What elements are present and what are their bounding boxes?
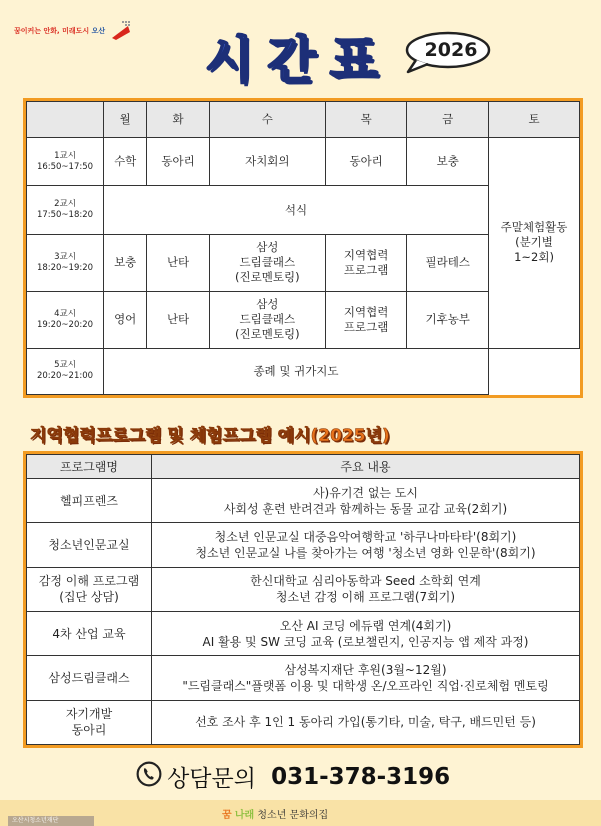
program-name: 4차 산업 교육	[27, 611, 152, 655]
table-row	[27, 656, 580, 700]
program-name: 청소년인문교실	[27, 523, 152, 567]
schedule-header-row	[27, 102, 580, 138]
phone-icon	[136, 761, 162, 787]
table-row	[27, 523, 580, 567]
title-area	[205, 30, 505, 90]
program-name-header: 프로그램명	[27, 455, 152, 479]
table-row	[27, 611, 580, 655]
program-content: 청소년 인문교실 대중음악여행학교 '하쿠나마타타'(8회기) 청소년 인문교실 나를 찾아가는 여행 '청소년 영화 인문학'(8회기)	[152, 523, 580, 567]
table-row	[27, 479, 580, 523]
program-content: 한신대학교 심리아동학과 Seed 소학회 연계 청소년 감정 이해 프로그램(7회기)	[152, 567, 580, 611]
table-row	[27, 348, 580, 394]
class-cell: 보충	[104, 234, 147, 291]
day-header: 수	[209, 102, 325, 138]
table-row	[27, 700, 580, 744]
day-header: 목	[325, 102, 407, 138]
dismissal-cell: 종례 및 귀가지도	[104, 348, 489, 394]
program-header-row	[27, 455, 580, 479]
contact-label: 상담문의	[167, 766, 256, 792]
period-cell: 5교시 20:20~21:00	[27, 348, 104, 394]
corner-cell	[27, 102, 104, 138]
contact-phone-number[interactable]: 031-378-3196	[271, 763, 451, 790]
program-section-title: 지역협력프로그램 및 체험프그램 예시(2025년)	[30, 426, 390, 446]
program-content: 사)유기견 없는 도시 사회성 훈련 반려견과 함께하는 동물 교감 교육(2회기)	[152, 479, 580, 523]
footer-logo-nara: 나래	[234, 810, 255, 821]
class-cell: 동아리	[147, 137, 209, 185]
contact-info	[136, 760, 450, 794]
city-slogan: 꿈이커는 안화, 미래도시 오산	[14, 27, 106, 35]
class-cell: 지역협력 프로그램	[325, 234, 407, 291]
saturday-cell: 주말체험활동 (분기별 1~2회)	[489, 137, 580, 348]
program-table	[26, 454, 580, 745]
program-name: 자기개발 동아리	[27, 700, 152, 744]
city-logo	[14, 18, 132, 44]
class-cell: 수학	[104, 137, 147, 185]
footer-logo	[222, 806, 328, 821]
program-content: 삼성복지재단 후원(3월~12월) "드림클래스"플랫폼 이용 및 대학생 온/오프라인 직업·진로체험 멘토링	[152, 656, 580, 700]
program-name: 삼성드림클래스	[27, 656, 152, 700]
program-name: 헬피프렌즈	[27, 479, 152, 523]
period-cell: 3교시 18:20~19:20	[27, 234, 104, 291]
class-cell: 기후농부	[407, 291, 489, 348]
period-cell: 1교시 16:50~17:50	[27, 137, 104, 185]
table-row	[27, 137, 580, 185]
period-cell: 4교시 19:20~20:20	[27, 291, 104, 348]
program-content: 선호 조사 후 1인 1 동아리 가입(통기타, 미술, 탁구, 배드민턴 등)	[152, 700, 580, 744]
footer-org-name: 청소년 문화의집	[257, 810, 329, 821]
period-cell: 2교시 17:50~18:20	[27, 186, 104, 234]
program-name: 감정 이해 프로그램 (집단 상담)	[27, 567, 152, 611]
schedule-table	[26, 101, 580, 395]
program-frame	[23, 451, 583, 748]
city-logo-mark-icon	[110, 20, 132, 42]
class-cell: 동아리	[325, 137, 407, 185]
footer-org-tag: 오산시청소년재단	[8, 816, 94, 826]
page-title: 시간표	[205, 31, 392, 89]
dinner-cell: 석식	[104, 186, 489, 234]
program-content: 오산 AI 코딩 에듀랩 연계(4회기) AI 활용 및 SW 코딩 교육 (로보챌린지, 인공지능 앱 제작 과정)	[152, 611, 580, 655]
class-cell: 삼성 드림클래스 (진로멘토링)	[209, 291, 325, 348]
program-content-header: 주요 내용	[152, 455, 580, 479]
class-cell: 지역협력 프로그램	[325, 291, 407, 348]
day-header: 월	[104, 102, 147, 138]
class-cell: 삼성 드림클래스 (진로멘토링)	[209, 234, 325, 291]
class-cell: 자치회의	[209, 137, 325, 185]
class-cell: 난타	[147, 234, 209, 291]
class-cell: 필라테스	[407, 234, 489, 291]
schedule-frame	[23, 98, 583, 398]
footer-logo-flower: 꿈	[222, 810, 232, 821]
table-row	[27, 567, 580, 611]
class-cell: 영어	[104, 291, 147, 348]
day-header: 금	[407, 102, 489, 138]
day-header: 토	[489, 102, 580, 138]
day-header: 화	[147, 102, 209, 138]
class-cell: 보충	[407, 137, 489, 185]
year-badge: 2026	[424, 39, 478, 61]
class-cell: 난타	[147, 291, 209, 348]
